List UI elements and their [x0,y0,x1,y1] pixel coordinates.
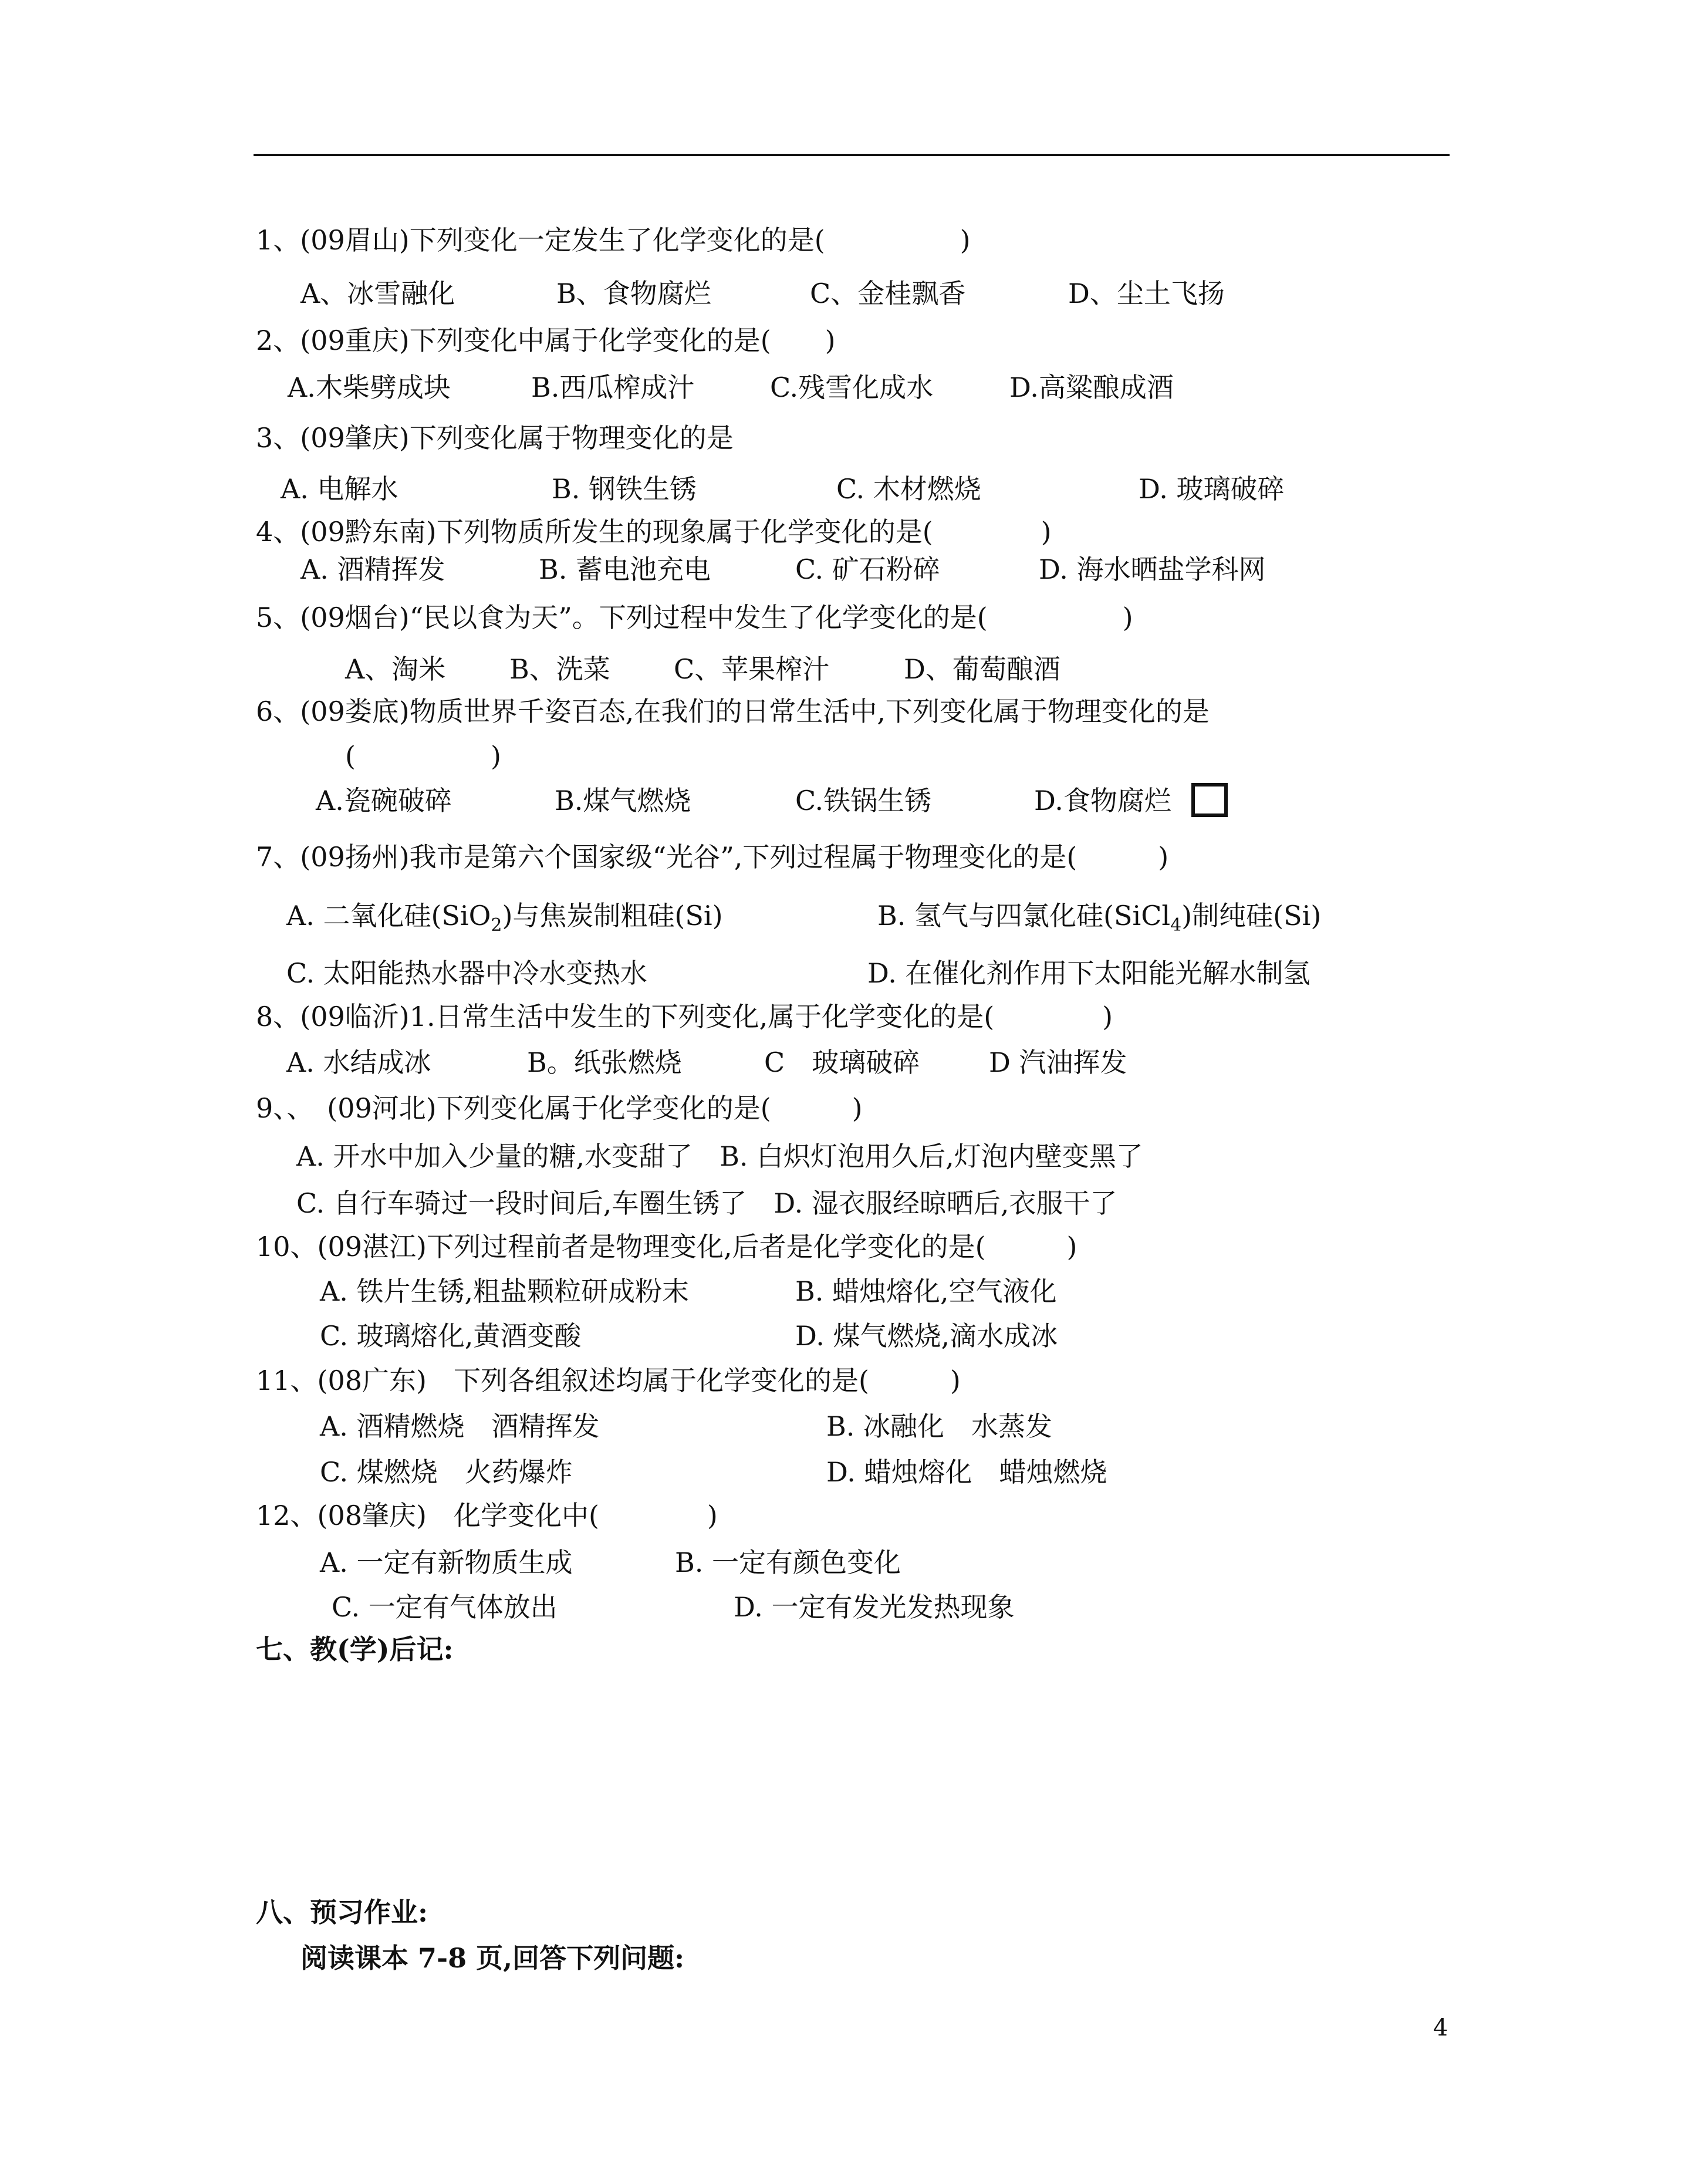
q6-option-a: A.瓷碗破碎 [316,785,452,816]
q4-option-c: C. 矿石粉碎 [795,553,940,585]
q12-option-c: C. 一定有气体放出 [332,1591,558,1623]
q11-stem: 11、(08广东) 下列各组叙述均属于化学变化的是( ) [256,1365,961,1396]
q11-option-c: C. 煤燃烧 火药爆炸 [320,1456,573,1488]
q6-answer-paren: ( ) [345,740,501,772]
q8-option-a: A. 水结成冰 [286,1047,431,1078]
homework-instruction: 阅读课本 7-8 页,回答下列问题: [300,1942,685,1974]
header-rule [254,154,1450,156]
q1-option-d: D、尘土飞扬 [1068,278,1225,309]
q6-stem: 6、(09娄底)物质世界千姿百态,在我们的日常生活中,下列变化属于物理变化的是 [256,696,1210,727]
q2-option-a: A.木柴劈成块 [288,372,451,403]
q7-stem: 7、(09扬州)我市是第六个国家级“光谷”,下列过程属于物理变化的是( ) [256,841,1169,873]
q3-stem: 3、(09肇庆)下列变化属于物理变化的是 [256,422,734,454]
q1-option-b: B、食物腐烂 [556,278,711,309]
q10-option-d: D. 煤气燃烧,滴水成冰 [795,1320,1058,1352]
q9-options-cd: C. 自行车骑过一段时间后,车圈生锈了 D. 湿衣服经晾晒后,衣服干了 [296,1187,1117,1219]
q11-option-b: B. 冰融化 水蒸发 [826,1410,1053,1442]
q12-option-d: D. 一定有发光发热现象 [734,1591,1015,1623]
q8-option-b: B。纸张燃烧 [527,1047,682,1078]
q4-stem: 4、(09黔东南)下列物质所发生的现象属于化学变化的是( ) [256,516,1052,548]
q7-option-a: A. 二氧化硅(SiO$_2$)与焦炭制粗硅(Si) [286,900,723,936]
q10-stem: 10、(09湛江)下列过程前者是物理变化,后者是化学变化的是( ) [256,1231,1078,1263]
q2-option-d: D.高粱酿成酒 [1009,372,1174,403]
q6-option-c: C.铁锅生锈 [795,785,932,816]
q5-stem: 5、(09烟台)“民以食为天”。下列过程中发生了化学变化的是( ) [256,602,1133,633]
q3-option-d: D. 玻璃破碎 [1139,473,1285,505]
q5-option-b: B、洗菜 [509,653,610,685]
q4-option-b: B. 蓄电池充电 [539,553,711,585]
q4-option-d: D. 海水晒盐学科网 [1039,553,1266,585]
q6-option-d: D.食物腐烂 [1034,785,1171,816]
q5-option-a: A、淘米 [345,653,446,685]
section-8-heading: 八、预习作业: [256,1896,428,1928]
page-number: 4 [1433,2014,1448,2041]
q11-option-a: A. 酒精燃烧 酒精挥发 [320,1410,600,1442]
q10-option-c: C. 玻璃熔化,黄酒变酸 [320,1320,582,1352]
answer-box [1191,783,1228,817]
q9-stem: 9、、 (09河北)下列变化属于化学变化的是( ) [256,1092,863,1124]
q1-stem: 1、(09眉山)下列变化一定发生了化学变化的是( ) [256,224,971,256]
section-7-heading: 七、教(学)后记: [256,1633,454,1665]
q2-stem: 2、(09重庆)下列变化中属于化学变化的是( ) [256,325,836,356]
q7-option-d: D. 在催化剂作用下太阳能光解水制氢 [867,957,1310,989]
q6-option-b: B.煤气燃烧 [555,785,691,816]
q3-option-c: C. 木材燃烧 [836,473,981,505]
q7-option-c: C. 太阳能热水器中冷水变热水 [286,957,647,989]
q2-option-c: C.残雪化成水 [770,372,934,403]
q3-option-b: B. 钢铁生锈 [552,473,697,505]
q10-option-b: B. 蜡烛熔化,空气液化 [795,1275,1057,1307]
q5-option-d: D、葡萄酿酒 [904,653,1060,685]
q7-option-b: B. 氢气与四氯化硅(SiCl$_4$)制纯硅(Si) [877,900,1322,936]
q8-option-c: C 玻璃破碎 [764,1047,920,1078]
q12-option-a: A. 一定有新物质生成 [320,1547,573,1578]
q1-option-a: A、冰雪融化 [300,278,455,309]
q2-option-b: B.西瓜榨成汁 [531,372,695,403]
q9-options-ab: A. 开水中加入少量的糖,水变甜了 B. 白炽灯泡用久后,灯泡内壁变黑了 [296,1140,1143,1172]
q8-option-d: D 汽油挥发 [989,1047,1127,1078]
q4-option-a: A. 酒精挥发 [300,553,445,585]
q3-option-a: A. 电解水 [281,473,398,505]
q11-option-d: D. 蜡烛熔化 蜡烛燃烧 [826,1456,1107,1488]
q1-option-c: C、金桂飘香 [810,278,966,309]
q12-stem: 12、(08肇庆) 化学变化中( ) [256,1500,718,1531]
q12-option-b: B. 一定有颜色变化 [675,1547,901,1578]
q10-option-a: A. 铁片生锈,粗盐颗粒研成粉末 [320,1275,690,1307]
q8-stem: 8、(09临沂)1.日常生活中发生的下列变化,属于化学变化的是( ) [256,1001,1113,1032]
q5-option-c: C、苹果榨汁 [674,653,830,685]
